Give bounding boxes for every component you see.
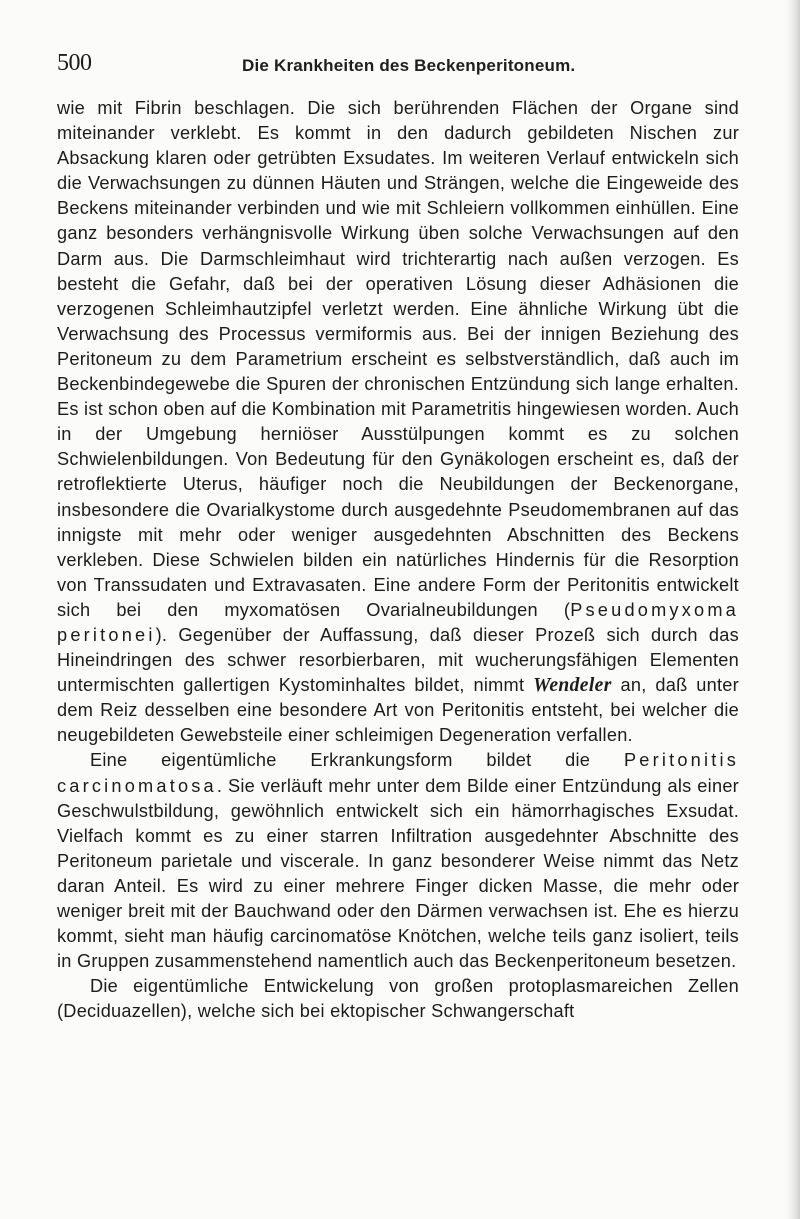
paragraph-2-text-a: Eine eigentümliche Erkrankungsform bildet die <box>90 750 624 771</box>
paragraph-1 <box>57 96 739 748</box>
term-peritonitis-carcinomatosa: Peritonitis carcinomatosa <box>57 750 739 796</box>
paragraph-1-text-a: wie mit Fibrin beschlagen. Die sich berührenden Flächen der Organe sind miteinander verklebt. Es kommt in den dadurch gebildeten Nischen zur Absackung klaren oder getrübten Exsudates. Im weiteren Verlauf entwickeln sich die Verwachsungen zu dünnen Häuten und Strängen, welche die Eingeweide des Beckens miteinander verbinden und wie mit Schleiern vollkommen einhüllen. Eine ganz besonders verhängnisvolle Wirkung üben solche Verwachsungen auf den Darm aus. Die Darmschleimhaut wird trichterartig nach außen verzogen. Es besteht die Gefahr, daß bei der operativen Lösung dieser Adhäsionen die verzogenen Schleimhautzipfel verletzt werden. Eine ähnliche Wirkung übt die Verwachsung des Processus vermiformis aus. Bei der innigen Beziehung des Peritoneum zu dem Parametrium erscheint es selbstverständlich, daß auch im Beckenbindegewebe die Spuren der chronischen Entzündung sich lange erhalten. Es ist schon oben auf die Kombination mit Parametritis hingewiesen worden. Auch in der Umgebung herniöser Ausstülpungen kommt es zu solchen Schwielenbildungen. Von Bedeutung für den Gynäkologen erscheint es, daß der retroflektierte Uterus, häufiger noch die Neubildungen der Beckenorgane, insbesondere die Ovarialkystome durch ausgedehnte Pseudomembranen auf das innigste mit mehr oder weniger ausgedehnten Abschnitten des Beckens verkleben. Diese Schwielen bilden ein natürliches Hindernis für die Resorption von Transsudaten und Extravasaten. Eine andere Form der Peritonitis entwickelt sich bei den myxomatösen Ovarialneubildungen ( <box>57 98 739 620</box>
paragraph-3-text: Die eigentümliche Entwickelung von großen protoplasmareichen Zellen (Deciduazellen), welche sich bei ektopischer Schwangerschaft <box>57 976 739 1022</box>
paragraph-1-text-b: ). Gegenüber der Auffassung, daß dieser Prozeß sich durch das Hineindringen des schwer resorbierbaren, mit wucherungsfähigen Elementen untermischten gallertigen Kystominhaltes bildet, nimmt <box>57 624 739 696</box>
page-header <box>57 50 739 84</box>
paragraph-2 <box>57 748 739 974</box>
paragraph-2-text-b: . Sie verläuft mehr unter dem Bilde einer Entzündung als einer Geschwulstbildung, gewöhnlich entwickelt sich ein hämorrhagisches Exsudat. Vielfach kommt es zu einer starren Infiltration ausgedehnter Abschnitte des Peritoneum parietale und viscerale. In ganz besonderer Weise nimmt das Netz daran Anteil. Es wird zu einer mehrere Finger dicken Masse, die mehr oder weniger breit mit der Bauchwand oder den Därmen verwachsen ist. Ehe es hierzu kommt, sieht man häufig carcinomatöse Knötchen, welche teils ganz isoliert, teils in Gruppen zusammenstehend namentlich auch das Beckenperitoneum besetzen. <box>57 775 739 972</box>
term-pseudomyxoma-peritonei: Pseudomyxoma peritonei <box>57 599 739 645</box>
body-text <box>57 96 739 1024</box>
page-edge-shadow <box>786 0 800 1219</box>
running-title: Die Krankheiten des Beckenperitoneum. <box>242 56 576 75</box>
paragraph-3 <box>57 974 739 1024</box>
author-name-wendeler: Wendeler <box>533 675 612 697</box>
paragraph-1-text-c: an, daß unter dem Reiz desselben eine besondere Art von Peritonitis entsteht, bei welcher die neugebildeten Gewebsteile einer schleimigen Degeneration verfallen. <box>57 675 739 746</box>
page-number: 500 <box>57 50 92 76</box>
